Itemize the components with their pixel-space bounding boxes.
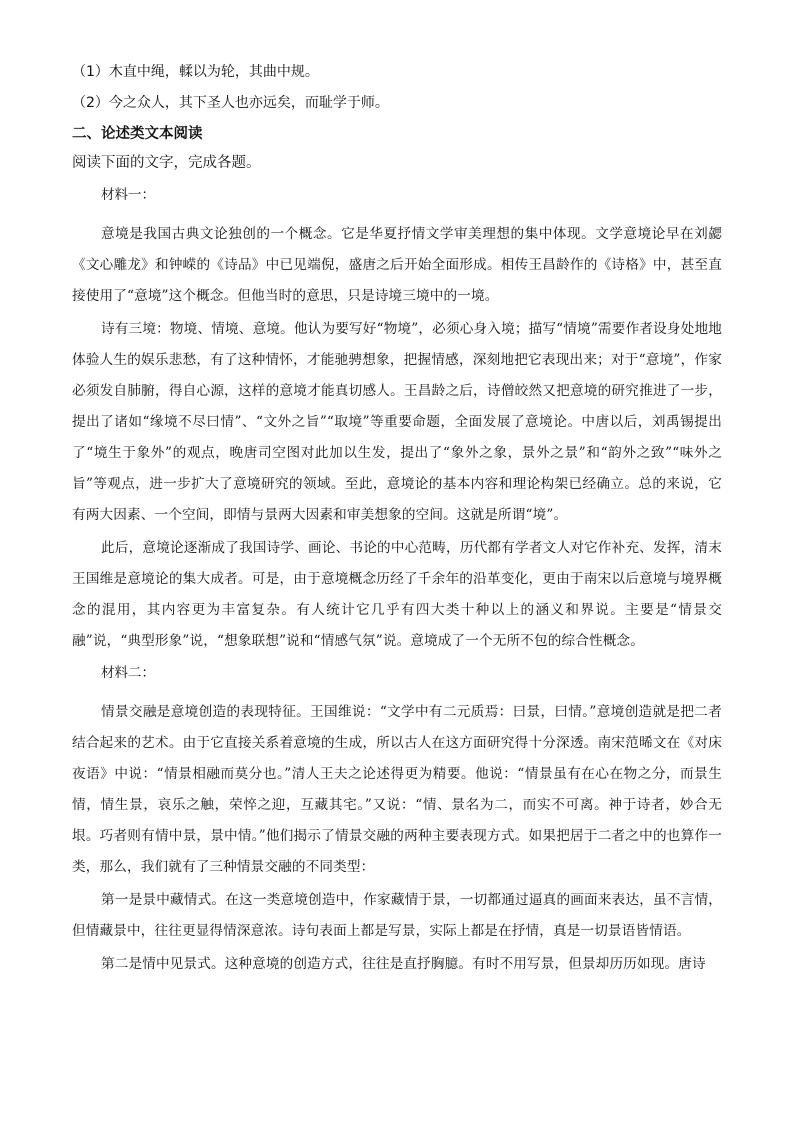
section-instruction: 阅读下面的文字，完成各题。 xyxy=(72,155,261,171)
section-heading: 二、论述类文本阅读 xyxy=(72,126,203,142)
material-1-paragraph-1: 意境是我国古典文论独创的一个概念。它是华夏抒情文学审美理想的集中体现。文学意境论早在刘勰《文心雕龙》和钟嵘的《诗品》中已见端倪，盛唐之后开始全面形成。相传王昌龄作的《诗格》中，甚至直接使用了“意境”这个概念。但他当时的意思，只是诗境三境中的一境。 xyxy=(72,226,722,304)
document-page xyxy=(72,62,722,982)
material-2-paragraph-3: 第二是情中见景式。这种意境的创造方式，往往是直抒胸臆。有时不用写景，但景却历历如现。唐诗 xyxy=(101,956,706,972)
material-2-paragraph-1: 情景交融是意境创造的表现特征。王国维说：“文学中有二元质焉：曰景，曰情。”意境创造就是把二者结合起来的艺术。由于它直接关系着意境的生成，所以古人在这方面研究得十分深透。南宋范晞文在《对床夜语》中说：“情景相融而莫分也。”清人王夫之论述得更为精要。他说：“情景虽有在心在物之分，而景生情，情生景，哀乐之触，荣悴之迎，互藏其宅。”又说：“情、景名为二，而实不可离。神于诗者，妙合无垠。巧者则有情中景，景中情。”他们揭示了情景交融的两种主要表现方式。如果把居于二者之中的也算作一类，那么，我们就有了三种情景交融的不同类型： xyxy=(72,704,722,875)
material-1-paragraph-2: 诗有三境：物境、情境、意境。他认为要写好“物境”，必须心身入境；描写“情境”需要作者设身处地地体验人生的娱乐悲愁，有了这种情怀，才能驰骋想象，把握情感，深刻地把它表现出来；对于“意境”，作家必须发自肺腑，得自心源，这样的意境才能真切感人。王昌龄之后，诗僧皎然又把意境的研究推进了一步，提出了诸如“缘境不尽曰情”、“文外之旨”“取境”等重要命题，全面发展了意境论。中唐以后，刘禹锡提出了“境生于象外”的观点，晚唐司空图对此加以生发，提出了“象外之象，景外之景”和“韵外之致”“味外之旨”等观点，进一步扩大了意境研究的领域。至此，意境论的基本内容和理论构架已经确立。总的来说，它有两大因素、一个空间，即情与景两大因素和审美想象的空间。这就是所谓“境”。 xyxy=(72,321,722,523)
material-2-label: 材料二： xyxy=(101,665,155,681)
question-1: （1）木直中绳，輮以为轮，其曲中规。 xyxy=(72,64,319,80)
material-1-label: 材料一： xyxy=(101,187,155,203)
material-2-paragraph-2: 第一是景中藏情式。在这一类意境创造中，作家藏情于景，一切都通过逼真的画面来表达，虽不言情，但情藏景中，往往更显得情深意浓。诗句表面上都是写景，实际上都是在抒情，真是一切景语皆情语。 xyxy=(72,892,722,939)
material-1-paragraph-3: 此后，意境论逐渐成了我国诗学、画论、书论的中心范畴，历代都有学者文人对它作补充、发挥，清末王国维是意境论的集大成者。可是，由于意境概念历经了千余年的沿革变化，更由于南宋以后意境与境界概念的混用，其内容更为丰富复杂。有人统计它几乎有四大类十种以上的涵义和界说。主要是“情景交融”说，“典型形象”说，“想象联想”说和“情感气氛”说。意境成了一个无所不包的综合性概念。 xyxy=(72,540,722,649)
question-2: （2）今之众人，其下圣人也亦远矣，而耻学于师。 xyxy=(72,95,389,111)
